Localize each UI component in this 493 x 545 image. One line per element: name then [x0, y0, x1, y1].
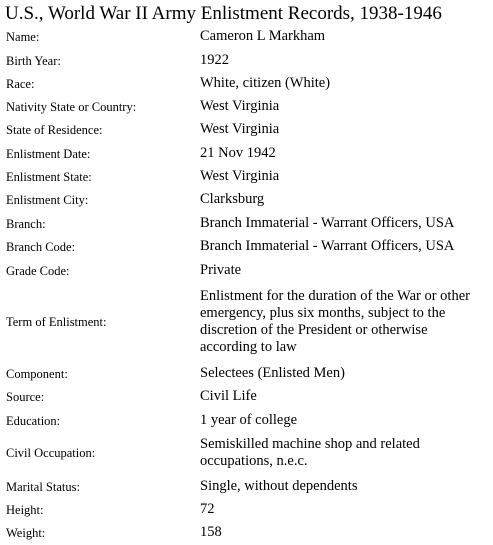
field-value: 1922: [200, 52, 229, 68]
field-enlistment-state: [0, 166, 493, 189]
field-weight: [0, 522, 493, 545]
field-value: Cameron L Markham: [200, 28, 326, 44]
field-value: 72: [200, 501, 215, 517]
field-value: Civil Life: [200, 388, 257, 404]
field-component: [0, 362, 493, 386]
field-value: West Virginia: [200, 168, 280, 184]
field-birth-year: [0, 50, 493, 73]
field-civil-occupation: [0, 433, 493, 475]
field-value: Clarksburg: [200, 191, 265, 207]
field-label: Grade Code:: [6, 264, 70, 278]
field-label: Weight:: [6, 526, 46, 540]
field-grade-code: [0, 260, 493, 285]
field-value: Branch Immaterial - Warrant Officers, USA: [200, 238, 455, 254]
field-value: Selectees (Enlisted Men): [200, 365, 345, 381]
field-value: Branch Immaterial - Warrant Officers, USA: [200, 215, 455, 231]
field-label: Enlistment Date:: [6, 147, 91, 161]
record-title: U.S., World War II Army Enlistment Records, 1938-1946: [5, 3, 442, 24]
field-label: Birth Year:: [6, 54, 61, 68]
field-term-of-enlistment: [0, 285, 493, 362]
field-value: West Virginia: [200, 121, 280, 137]
field-enlistment-date: [0, 143, 493, 166]
field-value: 1 year of college: [200, 412, 298, 428]
field-label: Branch:: [6, 217, 46, 231]
field-label: Civil Occupation:: [6, 446, 96, 460]
field-name: [0, 26, 493, 50]
field-value: West Virginia: [200, 98, 280, 114]
field-value: Private: [200, 262, 242, 278]
field-label: State of Residence:: [6, 123, 103, 137]
field-label: Term of Enlistment:: [6, 315, 107, 329]
field-height: [0, 499, 493, 522]
field-label: Education:: [6, 414, 61, 428]
field-label: Enlistment State:: [6, 170, 92, 184]
field-value: Semiskilled machine shop and related occupations, n.e.c.: [200, 436, 420, 469]
field-value: Enlistment for the duration of the War or other emergency, plus six months, subject to the discretion of the President or otherwise according to law: [200, 288, 470, 355]
field-value: 21 Nov 1942: [200, 145, 276, 161]
field-education: [0, 409, 493, 433]
field-source: [0, 386, 493, 409]
field-label: Source:: [6, 390, 45, 404]
field-value: 158: [200, 524, 222, 540]
field-state-of-residence: [0, 119, 493, 143]
field-marital-status: [0, 475, 493, 499]
field-branch: [0, 213, 493, 236]
field-value: White, citizen (White): [200, 75, 331, 91]
field-value: Single, without dependents: [200, 478, 358, 494]
field-enlistment-city: [0, 189, 493, 213]
field-branch-code: [0, 236, 493, 260]
field-label: Branch Code:: [6, 240, 76, 254]
field-label: Name:: [6, 30, 40, 44]
field-label: Nativity State or Country:: [6, 100, 137, 114]
field-label: Component:: [6, 367, 68, 381]
field-race: [0, 73, 493, 96]
field-label: Marital Status:: [6, 480, 80, 494]
field-nativity: [0, 96, 493, 119]
field-label: Height:: [6, 503, 44, 517]
field-label: Race:: [6, 77, 35, 91]
field-label: Enlistment City:: [6, 193, 89, 207]
